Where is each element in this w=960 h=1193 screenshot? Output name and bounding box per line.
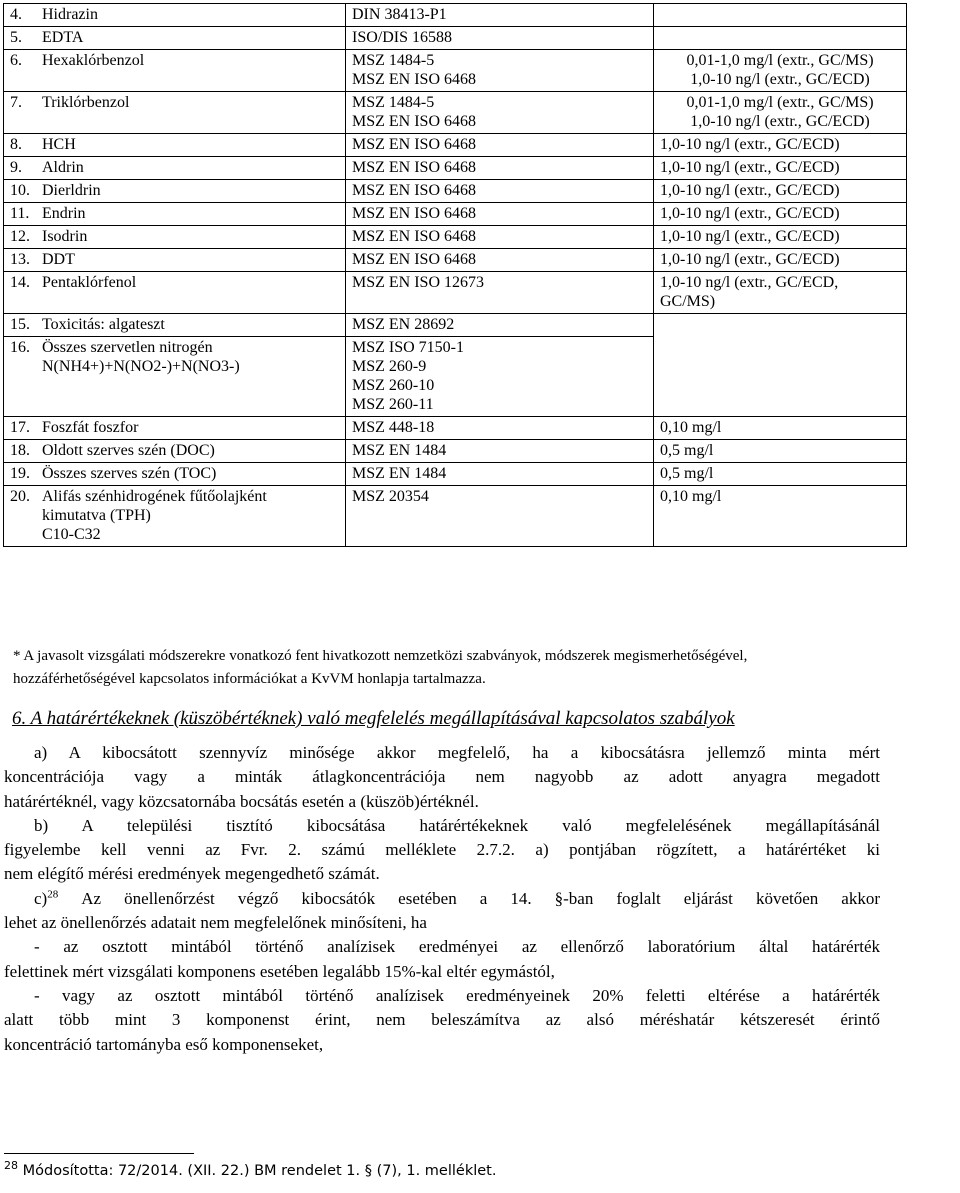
table-row (4, 314, 907, 337)
standard-ref-line: ISO/DIS 16588 (352, 29, 453, 46)
parameter-name-line: Triklórbenzol (42, 94, 130, 111)
footnote-ref[interactable]: 28 (47, 888, 59, 901)
row-number: 11. (4, 203, 37, 226)
lines2-line: lehet az önellenőrzés adatait nem megfelelőnek minősíteni, ha (4, 913, 427, 933)
standard-ref-line: MSZ ISO 7150-1 (352, 339, 465, 356)
lines-line: nem elégítő mérési eredmények megengedhető számát. (4, 864, 380, 884)
row-number: 12. (4, 226, 37, 249)
row-number: 6. (4, 50, 37, 92)
row-number: 14. (4, 272, 37, 314)
table-row (4, 50, 907, 92)
parameter-name-line: Pentaklórfenol (42, 274, 137, 291)
detection-limit (654, 92, 907, 134)
standard-ref (346, 486, 654, 547)
detection-limit-line: 1,0-10 ng/l (extr., GC/ECD) (660, 159, 840, 176)
standard-ref-line: MSZ EN 28692 (352, 316, 455, 333)
row-number: 20. (4, 486, 37, 547)
detection-limit-line: 1,0-10 ng/l (extr., GC/ECD) (690, 71, 870, 88)
parameter-name (36, 226, 346, 249)
standard-ref-line: MSZ EN ISO 6468 (352, 113, 477, 130)
detection-limit-line: 1,0-10 ng/l (extr., GC/ECD) (660, 205, 840, 222)
table-row (4, 272, 907, 314)
standard-ref-line: MSZ EN ISO 6468 (352, 136, 477, 153)
standard-ref (346, 417, 654, 440)
footnote-number: 28 (4, 1159, 18, 1173)
parameter-name (36, 92, 346, 134)
standard-ref (346, 226, 654, 249)
parameter-name (36, 249, 346, 272)
lines-line: b) A települési tisztító kibocsátása határértékeknek való megfelelésének megállapításánál (34, 815, 880, 835)
detection-limit-line: 0,10 mg/l (660, 488, 722, 505)
parameter-name-line: Összes szervetlen nitrogén (42, 339, 213, 356)
detection-limit (654, 4, 907, 27)
lines2-line: - vagy az osztott mintából történő analízisek eredményeinek 20% feletti eltérése a határérték (34, 985, 880, 1005)
parameter-name (36, 134, 346, 157)
standard-ref (346, 337, 654, 417)
parameter-name (36, 157, 346, 180)
parameter-name-line: Aldrin (42, 159, 84, 176)
detection-limit (654, 463, 907, 486)
row-number: 19. (4, 463, 37, 486)
standard-ref (346, 157, 654, 180)
standard-ref (346, 272, 654, 314)
standard-ref-line: MSZ 260-11 (352, 396, 434, 413)
standard-ref (346, 180, 654, 203)
row-number: 16. (4, 337, 37, 417)
standard-ref (346, 203, 654, 226)
parameter-name (36, 337, 346, 417)
row-number: 18. (4, 440, 37, 463)
standard-ref-line: MSZ 260-10 (352, 377, 435, 394)
standard-ref-line: MSZ EN ISO 12673 (352, 274, 485, 291)
parameter-name (36, 50, 346, 92)
parameter-name (36, 203, 346, 226)
lines2-line: koncentráció tartományba eső komponenseket, (4, 1034, 324, 1054)
note-line-2: hozzáférhetőségével kapcsolatos információkat a KvVM honlapja tartalmazza. (13, 671, 486, 687)
standard-ref-line: MSZ 1484-5 (352, 94, 435, 111)
row-number: 8. (4, 134, 37, 157)
parameter-name-line: Isodrin (42, 228, 88, 245)
footnote (4, 1159, 497, 1179)
detection-limit (654, 440, 907, 463)
parameter-name-line: Dierldrin (42, 182, 101, 199)
standard-ref-line: MSZ 1484-5 (352, 52, 435, 69)
parameter-name-line: Összes szerves szén (TOC) (42, 465, 217, 482)
standard-ref-line: DIN 38413-P1 (352, 6, 447, 23)
parameter-name-line: Foszfát foszfor (42, 419, 139, 436)
table-row (4, 4, 907, 27)
methods-note (13, 645, 948, 691)
lines2-line: alatt több mint 3 komponenst érint, nem beleszámítva az alsó méréshatár kétszeresét érintő (4, 1010, 880, 1030)
table-row (4, 27, 907, 50)
standard-ref (346, 314, 654, 337)
detection-limit (654, 157, 907, 180)
row-number: 7. (4, 92, 37, 134)
parameter-name-line: kimutatva (TPH) (42, 507, 151, 524)
standard-ref-line: MSZ EN ISO 6468 (352, 159, 477, 176)
lines-line: határértéknél, vagy közcsatornába bocsátás esetén a (küszöb)értéknél. (4, 791, 479, 811)
standard-ref-line: MSZ EN 1484 (352, 465, 447, 482)
detection-limit-line: 1,0-10 ng/l (extr., GC/ECD) (690, 113, 870, 130)
table-row (4, 226, 907, 249)
parameter-name (36, 27, 346, 50)
lines2-line: - az osztott mintából történő analízisek eredményei az ellenőrző laboratórium által határérték (34, 937, 880, 957)
detection-limit (654, 486, 907, 547)
table-row (4, 337, 907, 417)
parameter-name-line: Endrin (42, 205, 86, 222)
detection-limit (654, 272, 907, 314)
detection-limit (654, 27, 907, 50)
standard-ref-line: MSZ EN 1484 (352, 442, 447, 459)
standard-ref (346, 50, 654, 92)
detection-limit-line: 0,10 mg/l (660, 419, 722, 436)
detection-limit (654, 417, 907, 440)
parameter-name-line: EDTA (42, 29, 84, 46)
standard-ref (346, 27, 654, 50)
standard-ref (346, 440, 654, 463)
detection-limit-line: 1,0-10 ng/l (extr., GC/ECD) (660, 136, 840, 153)
table-row (4, 463, 907, 486)
table-row (4, 417, 907, 440)
row-number: 9. (4, 157, 37, 180)
table-row (4, 249, 907, 272)
standard-ref-line: MSZ EN ISO 6468 (352, 71, 477, 88)
footnote-text: Módosította: 72/2014. (XII. 22.) BM rendelet 1. § (7), 1. melléklet. (22, 1163, 497, 1179)
detection-limit (654, 134, 907, 157)
parameter-name (36, 417, 346, 440)
row-number: 5. (4, 27, 37, 50)
detection-limit (654, 50, 907, 92)
parameter-name-line: DDT (42, 251, 75, 268)
parameter-name (36, 486, 346, 547)
parameter-name-line: Hidrazin (42, 6, 98, 23)
lines-line: a) A kibocsátott szennyvíz minősége akkor megfelelő, ha a kibocsátásra jellemző minta mért (34, 743, 880, 762)
table-row (4, 486, 907, 547)
footnote-separator (4, 1153, 194, 1154)
paragraph-c-first-line: c)$^{28}$ Az önellenőrzést végző kibocsátók esetében a 14. §-ban foglalt eljárást követően akkor (34, 888, 881, 908)
parameter-name (36, 463, 346, 486)
standard-ref (346, 134, 654, 157)
standard-ref-line: MSZ EN ISO 6468 (352, 228, 477, 245)
note-line-1: * A javasolt vizsgálati módszerekre vonatkozó fent hivatkozott nemzetközi szabványok, módszerek megismerhetőségével, (13, 648, 748, 664)
row-number: 13. (4, 249, 37, 272)
detection-limit (654, 249, 907, 272)
parameter-name-line: Oldott szerves szén (DOC) (42, 442, 215, 459)
parameter-name-line: N(NH4+)+N(NO2-)+N(NO3-) (42, 358, 240, 375)
detection-limit-line: 1,0-10 ng/l (extr., GC/ECD, (660, 274, 839, 291)
standard-ref-line: MSZ EN ISO 6468 (352, 251, 477, 268)
section-body (4, 741, 880, 1057)
detection-limit (654, 337, 907, 417)
detection-limit-line: GC/MS) (660, 293, 716, 310)
section-heading: 6. A határértékeknek (küszöbértéknek) való megfelelés megállapításával kapcsolatos szabályok (12, 708, 735, 729)
parameter-name-line: Hexaklórbenzol (42, 52, 145, 69)
standard-ref-line: MSZ EN ISO 6468 (352, 205, 477, 222)
standard-ref-line: MSZ 20354 (352, 488, 429, 505)
lines-line: koncentrációja vagy a minták átlagkoncentrációja nem nagyobb az adott anyagra megadott (4, 767, 880, 787)
detection-limit (654, 180, 907, 203)
standard-ref (346, 249, 654, 272)
row-number: 17. (4, 417, 37, 440)
standards-table (3, 3, 907, 547)
standard-ref-line: MSZ 448-18 (352, 419, 435, 436)
row-number: 10. (4, 180, 37, 203)
standard-ref-line: MSZ EN ISO 6468 (352, 182, 477, 199)
row-number: 4. (4, 4, 37, 27)
detection-limit-line: 1,0-10 ng/l (extr., GC/ECD) (660, 228, 840, 245)
table-row (4, 203, 907, 226)
parameter-name-line: HCH (42, 136, 76, 153)
standard-ref (346, 463, 654, 486)
lines-line: figyelembe kell venni az Fvr. 2. számú melléklete 2.7.2. a) pontjában rögzített, a határértéket ki (4, 840, 880, 860)
standard-ref (346, 4, 654, 27)
row-number: 15. (4, 314, 37, 337)
parameter-name (36, 4, 346, 27)
standard-ref (346, 92, 654, 134)
detection-limit (654, 314, 907, 337)
detection-limit (654, 226, 907, 249)
detection-limit-line: 1,0-10 ng/l (extr., GC/ECD) (660, 251, 840, 268)
table-row (4, 92, 907, 134)
table-row (4, 157, 907, 180)
detection-limit-line: 0,5 mg/l (660, 465, 714, 482)
parameter-name (36, 440, 346, 463)
detection-limit (654, 203, 907, 226)
table-row (4, 440, 907, 463)
parameter-name (36, 180, 346, 203)
parameter-name-line: C10-C32 (42, 526, 101, 543)
detection-limit-line: 0,5 mg/l (660, 442, 714, 459)
table-row (4, 134, 907, 157)
lines2-line: felettinek mért vizsgálati komponens esetében legalább 15%-kal eltér egymástól, (4, 961, 555, 981)
detection-limit-line: 1,0-10 ng/l (extr., GC/ECD) (660, 182, 840, 199)
parameter-name-line: Toxicitás: algateszt (42, 316, 165, 333)
detection-limit-line: 0,01-1,0 mg/l (extr., GC/MS) (686, 52, 874, 69)
parameter-name-line: Alifás szénhidrogének fűtőolajként (42, 488, 267, 505)
detection-limit-line: 0,01-1,0 mg/l (extr., GC/MS) (686, 94, 874, 111)
table-row (4, 180, 907, 203)
standard-ref-line: MSZ 260-9 (352, 358, 427, 375)
parameter-name (36, 272, 346, 314)
parameter-name (36, 314, 346, 337)
